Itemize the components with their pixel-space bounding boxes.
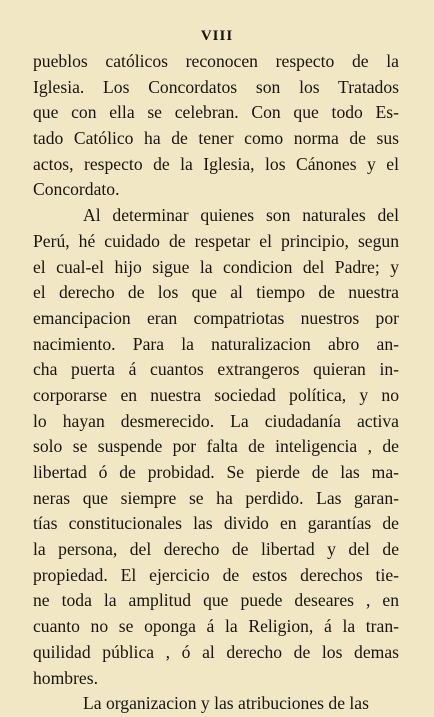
text-line: tías constitucionales las divido en garantías de	[33, 513, 399, 534]
text-line: ne toda la amplitud que puede deseares , en	[33, 590, 399, 611]
text-line: solo se suspende por falta de inteligencia , de	[33, 436, 399, 457]
text-line: neras que siempre se ha perdido. Las garan-	[33, 487, 399, 508]
page-number: VIII	[200, 28, 234, 44]
text-line: emancipacion eran compatriotas nuestros por	[33, 307, 399, 328]
text-line: corporarse en nuestra sociedad política, y no	[33, 384, 399, 405]
text-line: Iglesia. Los Concordatos son los Tratados	[33, 76, 399, 97]
text-line: cha puerta á cuantos extrangeros quieran in-	[33, 359, 399, 380]
text-line: propiedad. El ejercicio de estos derechos tie-	[33, 564, 399, 585]
text-line: libertad ó de probidad. Se pierde de las ma-	[33, 462, 399, 482]
text-line: Al determinar quienes son naturales del	[83, 205, 399, 226]
text-line: Concordato.	[33, 179, 120, 200]
body-text	[33, 49, 399, 717]
text-line: La organizacion y las atribuciones de las	[83, 693, 369, 714]
text-line: la persona, del derecho de libertad y del de	[33, 539, 399, 560]
text-line: hombres.	[33, 667, 98, 688]
text-line: pueblos católicos reconocen respecto de la	[33, 51, 399, 71]
text-line: quilidad pública , ó al derecho de los demas	[33, 641, 399, 662]
text-line: tado Católico ha de tener como norma de sus	[33, 128, 399, 149]
text-line: el derecho de los que al tiempo de nuestra	[33, 282, 399, 303]
text-line: cuanto no se oponga á la Religion, á la tran-	[33, 616, 399, 637]
text-line: el cual-el hijo sigue la condicion del Padre; y	[33, 256, 399, 277]
text-line: lo hayan desmerecido. La ciudadanía activa	[33, 410, 399, 431]
text-line: que con ella se celebran. Con que todo Es-	[33, 102, 399, 123]
text-line: Perú, hé cuidado de respetar el principio, segun	[33, 230, 399, 251]
text-line: actos, respecto de la Iglesia, los Cánones y el	[33, 153, 399, 174]
text-line: nacimiento. Para la naturalizacion abro an-	[33, 333, 399, 354]
